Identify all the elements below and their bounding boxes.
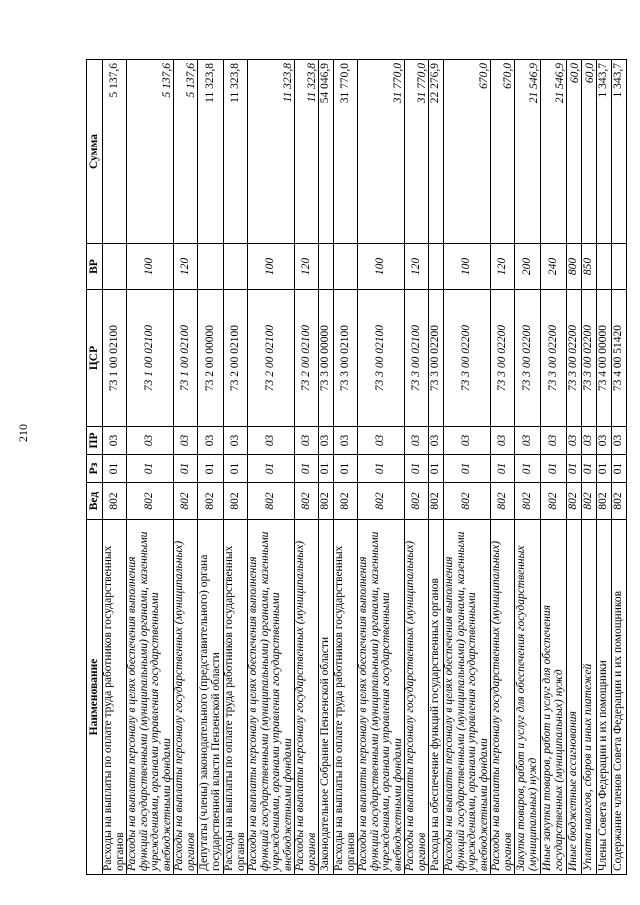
cell-rz: 01 <box>224 455 248 483</box>
column-header-rz: Рз <box>87 455 103 483</box>
cell-rz: 01 <box>429 455 444 483</box>
cell-vr: 120 <box>174 244 198 290</box>
cell-rz: 01 <box>103 455 127 483</box>
cell-vr: 120 <box>295 244 319 290</box>
cell-sum: 1 343,7 <box>612 60 627 244</box>
cell-pr: 03 <box>103 427 127 455</box>
cell-vr <box>319 244 334 290</box>
cell-sum: 60,0 <box>567 60 582 244</box>
cell-csr: 73 3 00 02200 <box>567 290 582 427</box>
cell-pr: 03 <box>491 427 515 455</box>
cell-sum: 31 770,0 <box>405 60 429 244</box>
cell-name: Расходы на выплаты персоналу в целях обеспечения выполнения функций государственными (муниципальными) органами, казенными учреждениями, органами управления государственными внебюджетными фондами <box>127 520 174 875</box>
cell-vr <box>334 244 358 290</box>
cell-pr: 03 <box>295 427 319 455</box>
cell-ved: 802 <box>248 483 295 520</box>
cell-csr: 73 3 00 02200 <box>491 290 515 427</box>
cell-ved: 802 <box>295 483 319 520</box>
table-row <box>127 60 174 875</box>
table-header-row <box>87 60 103 875</box>
cell-vr <box>198 244 224 290</box>
cell-vr: 100 <box>127 244 174 290</box>
cell-vr: 800 <box>567 244 582 290</box>
cell-name: Уплата налогов, сборов и иных платежей <box>582 520 597 875</box>
cell-sum: 11 323,8 <box>224 60 248 244</box>
cell-ved: 802 <box>597 483 612 520</box>
cell-sum: 5 137,6 <box>174 60 198 244</box>
table-row <box>597 60 612 875</box>
cell-rz: 01 <box>491 455 515 483</box>
cell-rz: 01 <box>444 455 491 483</box>
cell-name: Члены Совета Федерации и их помощники <box>597 520 612 875</box>
cell-sum: 21 546,9 <box>515 60 541 244</box>
table-row <box>582 60 597 875</box>
table-row <box>429 60 444 875</box>
cell-name: Расходы на выплаты персоналу государственных (муниципальных) органов <box>491 520 515 875</box>
column-header-sum: Сумма <box>87 60 103 244</box>
table-row <box>334 60 358 875</box>
column-header-name: Наименование <box>87 520 103 875</box>
cell-name: Расходы на выплаты персоналу в целях обеспечения выполнения функций государственными (муниципальными) органами, казенными учреждениями, органами управления государственными внебюджетными фондами <box>444 520 491 875</box>
cell-rz: 01 <box>358 455 405 483</box>
cell-csr: 73 1 00 02100 <box>103 290 127 427</box>
cell-rz: 01 <box>319 455 334 483</box>
table-row <box>319 60 334 875</box>
cell-pr: 03 <box>541 427 567 455</box>
table-row <box>103 60 127 875</box>
cell-name: Иные закупки товаров, работ и услуг для обеспечения государственных (муниципальных) нужд <box>541 520 567 875</box>
cell-sum: 11 323,8 <box>198 60 224 244</box>
cell-csr: 73 4 00 00000 <box>597 290 612 427</box>
table-row <box>612 60 627 875</box>
table-row <box>567 60 582 875</box>
table-row <box>444 60 491 875</box>
cell-ved: 802 <box>612 483 627 520</box>
table-row <box>358 60 405 875</box>
cell-sum: 5 137,6 <box>127 60 174 244</box>
cell-pr: 03 <box>444 427 491 455</box>
cell-name: Расходы на выплаты персоналу в целях обеспечения выполнения функций государственными (муниципальными) органами, казенными учреждениями, органами управления государственными внебюджетными фондами <box>248 520 295 875</box>
budget-table <box>86 59 627 875</box>
cell-pr: 03 <box>248 427 295 455</box>
page-number: 210 <box>16 424 30 442</box>
cell-pr: 03 <box>405 427 429 455</box>
cell-name: Расходы на обеспечение функций государственных органов <box>429 520 444 875</box>
cell-name: Расходы на выплаты персоналу в целях обеспечения выполнения функций государственными (муниципальными) органами, казенными учреждениями, органами управления государственными внебюджетными фондами <box>358 520 405 875</box>
cell-sum: 21 546,9 <box>541 60 567 244</box>
cell-ved: 802 <box>174 483 198 520</box>
cell-ved: 802 <box>405 483 429 520</box>
cell-ved: 802 <box>444 483 491 520</box>
cell-vr: 100 <box>444 244 491 290</box>
cell-rz: 01 <box>597 455 612 483</box>
cell-vr: 240 <box>541 244 567 290</box>
cell-vr <box>224 244 248 290</box>
cell-csr: 73 2 00 02100 <box>295 290 319 427</box>
cell-sum: 22 276,9 <box>429 60 444 244</box>
cell-ved: 802 <box>515 483 541 520</box>
cell-csr: 73 3 00 02200 <box>429 290 444 427</box>
cell-name: Расходы на выплаты персоналу государственных (муниципальных) органов <box>295 520 319 875</box>
table-row <box>405 60 429 875</box>
cell-name: Расходы на выплаты по оплате труда работников государственных органов <box>334 520 358 875</box>
table-row <box>248 60 295 875</box>
cell-name: Расходы на выплаты персоналу государственных (муниципальных) органов <box>405 520 429 875</box>
cell-name: Расходы на выплаты по оплате труда работников государственных органов <box>224 520 248 875</box>
cell-csr: 73 2 00 02100 <box>224 290 248 427</box>
column-header-csr: ЦСР <box>87 290 103 427</box>
cell-vr <box>612 244 627 290</box>
cell-pr: 03 <box>319 427 334 455</box>
cell-ved: 802 <box>103 483 127 520</box>
cell-sum: 1 343,7 <box>597 60 612 244</box>
cell-rz: 01 <box>174 455 198 483</box>
cell-rz: 01 <box>612 455 627 483</box>
cell-vr: 120 <box>405 244 429 290</box>
cell-rz: 01 <box>127 455 174 483</box>
cell-sum: 670,0 <box>491 60 515 244</box>
table-row <box>491 60 515 875</box>
cell-ved: 802 <box>491 483 515 520</box>
cell-name: Закупка товаров, работ и услуг для обеспечения государственных (муниципальных) нужд <box>515 520 541 875</box>
table-row <box>174 60 198 875</box>
rotated-table-container <box>86 60 627 875</box>
column-header-vr: ВР <box>87 244 103 290</box>
cell-rz: 01 <box>405 455 429 483</box>
cell-ved: 802 <box>319 483 334 520</box>
cell-vr: 120 <box>491 244 515 290</box>
cell-ved: 802 <box>358 483 405 520</box>
table-row <box>515 60 541 875</box>
cell-vr <box>429 244 444 290</box>
cell-vr: 100 <box>248 244 295 290</box>
cell-name: Законодательное Собрание Пензенской области <box>319 520 334 875</box>
cell-sum: 60,0 <box>582 60 597 244</box>
cell-sum: 31 770,0 <box>358 60 405 244</box>
cell-name: Иные бюджетные ассигнования <box>567 520 582 875</box>
cell-pr: 03 <box>567 427 582 455</box>
cell-rz: 01 <box>541 455 567 483</box>
cell-ved: 802 <box>198 483 224 520</box>
cell-ved: 802 <box>429 483 444 520</box>
cell-vr: 100 <box>358 244 405 290</box>
cell-sum: 31 770,0 <box>334 60 358 244</box>
cell-ved: 802 <box>334 483 358 520</box>
cell-rz: 01 <box>582 455 597 483</box>
cell-pr: 03 <box>334 427 358 455</box>
cell-csr: 73 1 00 02100 <box>127 290 174 427</box>
column-header-pr: ПР <box>87 427 103 455</box>
cell-ved: 802 <box>224 483 248 520</box>
table-row <box>198 60 224 875</box>
cell-csr: 73 3 00 02100 <box>405 290 429 427</box>
cell-pr: 03 <box>224 427 248 455</box>
cell-vr: 200 <box>515 244 541 290</box>
cell-ved: 802 <box>541 483 567 520</box>
cell-name: Депутаты (члены) законодательного (представительного) органа государственной власти Пензенской области <box>198 520 224 875</box>
cell-name: Расходы на выплаты по оплате труда работников государственных органов <box>103 520 127 875</box>
cell-rz: 01 <box>334 455 358 483</box>
cell-pr: 03 <box>198 427 224 455</box>
cell-pr: 03 <box>429 427 444 455</box>
cell-sum: 54 046,9 <box>319 60 334 244</box>
cell-rz: 01 <box>295 455 319 483</box>
cell-rz: 01 <box>248 455 295 483</box>
cell-ved: 802 <box>127 483 174 520</box>
table-row <box>224 60 248 875</box>
table-body <box>103 60 627 875</box>
cell-sum: 11 323,8 <box>248 60 295 244</box>
cell-sum: 5 137,6 <box>103 60 127 244</box>
cell-rz: 01 <box>515 455 541 483</box>
cell-pr: 03 <box>515 427 541 455</box>
cell-ved: 802 <box>567 483 582 520</box>
cell-vr: 850 <box>582 244 597 290</box>
cell-csr: 73 3 00 02200 <box>582 290 597 427</box>
cell-pr: 03 <box>358 427 405 455</box>
cell-pr: 03 <box>127 427 174 455</box>
cell-sum: 11 323,8 <box>295 60 319 244</box>
table-row <box>541 60 567 875</box>
cell-csr: 73 3 00 02200 <box>515 290 541 427</box>
cell-name: Содержание членов Совета Федерации и их помощников <box>612 520 627 875</box>
cell-csr: 73 3 00 02200 <box>444 290 491 427</box>
cell-csr: 73 3 00 02100 <box>358 290 405 427</box>
cell-sum: 670,0 <box>444 60 491 244</box>
cell-name: Расходы на выплаты персоналу государственных (муниципальных) органов <box>174 520 198 875</box>
cell-csr: 73 3 00 02200 <box>541 290 567 427</box>
cell-vr <box>103 244 127 290</box>
cell-pr: 03 <box>174 427 198 455</box>
cell-pr: 03 <box>582 427 597 455</box>
table-row <box>295 60 319 875</box>
column-header-ved: Вед <box>87 483 103 520</box>
cell-rz: 01 <box>567 455 582 483</box>
cell-pr: 03 <box>612 427 627 455</box>
cell-csr: 73 3 00 02100 <box>334 290 358 427</box>
cell-csr: 73 2 00 02100 <box>248 290 295 427</box>
cell-ved: 802 <box>582 483 597 520</box>
cell-csr: 73 4 00 51420 <box>612 290 627 427</box>
cell-pr: 03 <box>597 427 612 455</box>
cell-csr: 73 3 00 00000 <box>319 290 334 427</box>
cell-rz: 01 <box>198 455 224 483</box>
cell-vr <box>597 244 612 290</box>
cell-csr: 73 2 00 00000 <box>198 290 224 427</box>
cell-csr: 73 1 00 02100 <box>174 290 198 427</box>
